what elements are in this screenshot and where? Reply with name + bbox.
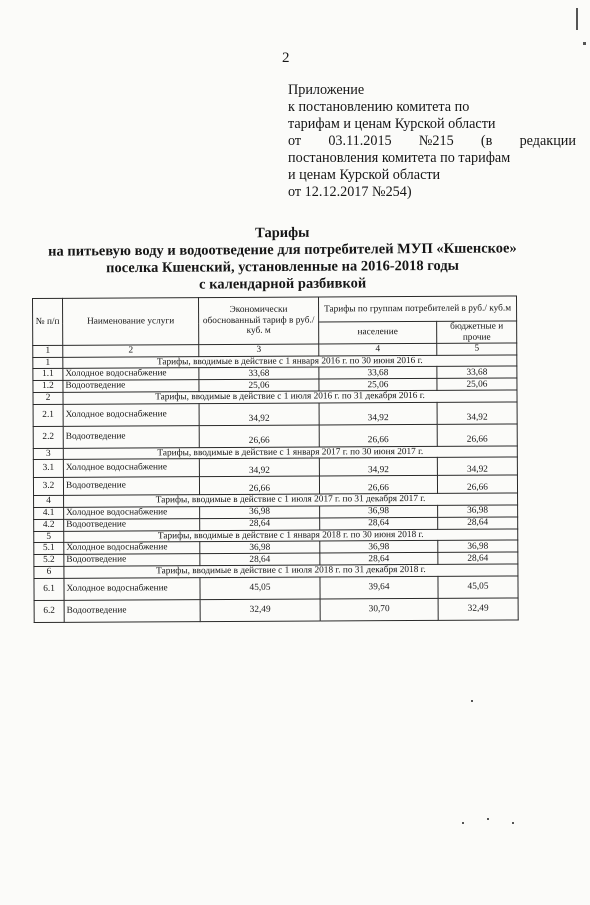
economic-tariff: 33,68 xyxy=(199,367,319,380)
table-row xyxy=(34,597,518,622)
appendix-line: тарифам и ценам Курской области xyxy=(288,116,496,132)
appendix-line: к постановлению комитета по xyxy=(288,99,470,115)
section-number: 4 xyxy=(34,495,64,507)
scan-speck xyxy=(576,8,578,30)
population-tariff: 34,92 xyxy=(319,402,437,425)
section-title: Тарифы, вводимые в действие с 1 июля 2018 г. по 31 декабря 2018 г. xyxy=(64,564,518,578)
population-tariff: 33,68 xyxy=(319,366,437,379)
appendix-word: редакции xyxy=(519,133,576,149)
economic-tariff: 45,05 xyxy=(200,576,320,599)
scan-speck xyxy=(487,818,489,820)
budget-tariff: 28,64 xyxy=(438,516,518,528)
section-title: Тарифы, вводимые в действие с 1 января 2018 г. по 30 июня 2018 г. xyxy=(64,528,518,542)
service-name: Холодное водоснабжение xyxy=(64,577,200,600)
table-row xyxy=(34,575,518,600)
header-economic: Экономически обоснованный тариф в руб./ куб. м xyxy=(199,297,319,345)
budget-tariff: 28,64 xyxy=(438,552,518,564)
economic-tariff: 28,64 xyxy=(200,553,320,566)
service-name: Холодное водоснабжение xyxy=(63,368,199,381)
budget-tariff: 32,49 xyxy=(438,597,518,619)
title-line: на питьевую воду и водоотведение для потребителей МУП «Кшенское» xyxy=(48,240,517,260)
population-tariff: 28,64 xyxy=(320,552,438,565)
column-number: 1 xyxy=(33,345,63,357)
appendix-line: Приложение xyxy=(288,82,365,98)
row-number: 2.2 xyxy=(33,426,63,448)
budget-tariff: 25,06 xyxy=(437,378,517,390)
row-number: 5.1 xyxy=(34,542,64,554)
appendix-word: 03.11.2015 xyxy=(328,133,392,149)
appendix-line: и ценам Курской области xyxy=(288,167,441,183)
scan-speck xyxy=(512,822,514,824)
header-num: № п/п xyxy=(33,298,63,345)
appendix-word: (в xyxy=(480,133,493,149)
section-number: 2 xyxy=(33,392,63,404)
scan-speck xyxy=(471,700,473,702)
population-tariff: 30,70 xyxy=(320,598,438,621)
economic-tariff: 32,49 xyxy=(200,598,320,621)
service-name: Холодное водоснабжение xyxy=(64,542,200,555)
row-number: 2.1 xyxy=(33,404,63,426)
economic-tariff: 36,98 xyxy=(200,505,320,518)
row-number: 4.1 xyxy=(34,507,64,519)
economic-tariff: 26,66 xyxy=(199,476,319,495)
title-line: поселка Кшенский, установленные на 2016-2018 годы xyxy=(106,257,460,277)
table-row xyxy=(33,423,517,448)
population-tariff: 25,06 xyxy=(319,378,437,391)
budget-tariff: 36,98 xyxy=(438,504,518,516)
population-tariff: 28,64 xyxy=(320,517,438,530)
table-row xyxy=(33,401,517,426)
section-number: 3 xyxy=(33,448,63,460)
appendix-word: №215 xyxy=(418,133,454,149)
row-number: 1.1 xyxy=(33,368,63,380)
header-groups: Тарифы по группам потребителей в руб./ куб.м xyxy=(318,296,516,322)
economic-tariff: 26,66 xyxy=(199,424,319,447)
economic-tariff: 34,92 xyxy=(199,458,319,477)
service-name: Холодное водоснабжение xyxy=(63,403,199,426)
population-tariff: 26,66 xyxy=(319,475,437,494)
budget-tariff: 26,66 xyxy=(437,423,517,445)
economic-tariff: 34,92 xyxy=(199,402,319,425)
budget-tariff: 34,92 xyxy=(437,401,517,423)
title-line: с календарной разбивкой xyxy=(199,275,367,293)
service-name: Холодное водоснабжение xyxy=(63,459,199,478)
page-number: 2 xyxy=(282,50,290,66)
scan-speck xyxy=(583,42,586,45)
budget-tariff: 45,05 xyxy=(438,575,518,597)
section-number: 5 xyxy=(34,531,64,543)
service-name: Водоотведение xyxy=(64,599,200,622)
table-header-row xyxy=(33,296,517,324)
section-title: Тарифы, вводимые в действие с 1 июля 2016 г. по 31 декабря 2016 г. xyxy=(63,390,517,404)
appendix-word: от xyxy=(288,133,302,149)
service-name: Водоотведение xyxy=(63,380,199,393)
row-number: 4.2 xyxy=(34,519,64,531)
column-number: 3 xyxy=(199,344,319,356)
column-number: 4 xyxy=(319,343,437,355)
row-number: 3.2 xyxy=(33,477,63,495)
row-number: 3.1 xyxy=(33,459,63,477)
title-line: Тарифы xyxy=(255,224,310,242)
column-number: 2 xyxy=(63,345,199,357)
section-title: Тарифы, вводимые в действие с 1 января 2017 г. по 30 июня 2017 г. xyxy=(63,445,517,459)
section-number: 1 xyxy=(33,357,63,369)
header-population: население xyxy=(319,321,437,344)
row-number: 6.1 xyxy=(34,578,64,600)
service-name: Холодное водоснабжение xyxy=(64,506,200,519)
economic-tariff: 36,98 xyxy=(200,541,320,554)
budget-tariff: 34,92 xyxy=(437,457,517,475)
row-number: 6.2 xyxy=(34,600,64,622)
row-number: 1.2 xyxy=(33,380,63,392)
tariff-table xyxy=(32,295,519,622)
population-tariff: 36,98 xyxy=(320,505,438,518)
appendix-line: постановления комитета по тарифам xyxy=(288,150,511,166)
population-tariff: 39,64 xyxy=(320,576,438,599)
budget-tariff: 36,98 xyxy=(438,540,518,552)
population-tariff: 36,98 xyxy=(320,540,438,553)
budget-tariff: 26,66 xyxy=(437,475,517,493)
section-title: Тарифы, вводимые в действие с 1 января 2016 г. по 30 июня 2016 г. xyxy=(63,354,517,368)
column-number: 5 xyxy=(437,343,517,355)
section-title: Тарифы, вводимые в действие с 1 июля 2017 г. по 31 декабря 2017 г. xyxy=(64,493,518,507)
service-name: Водоотведение xyxy=(64,518,200,531)
appendix-block xyxy=(288,82,580,201)
service-name: Водоотведение xyxy=(64,554,200,567)
population-tariff: 34,92 xyxy=(319,457,437,476)
header-name: Наименование услуги xyxy=(63,298,199,346)
appendix-line: от 12.12.2017 №254) xyxy=(288,184,412,200)
economic-tariff: 28,64 xyxy=(200,517,320,530)
budget-tariff: 33,68 xyxy=(437,366,517,378)
appendix-line-date xyxy=(288,133,576,150)
tariff-table-wrapper xyxy=(32,295,518,622)
service-name: Водоотведение xyxy=(63,425,199,448)
document-title xyxy=(40,223,525,294)
service-name: Водоотведение xyxy=(63,477,199,496)
header-budget: бюджетные и прочие xyxy=(437,321,517,343)
scan-speck xyxy=(462,822,464,824)
section-number: 6 xyxy=(34,566,64,578)
economic-tariff: 25,06 xyxy=(199,379,319,392)
population-tariff: 26,66 xyxy=(319,424,437,447)
row-number: 5.2 xyxy=(34,554,64,566)
